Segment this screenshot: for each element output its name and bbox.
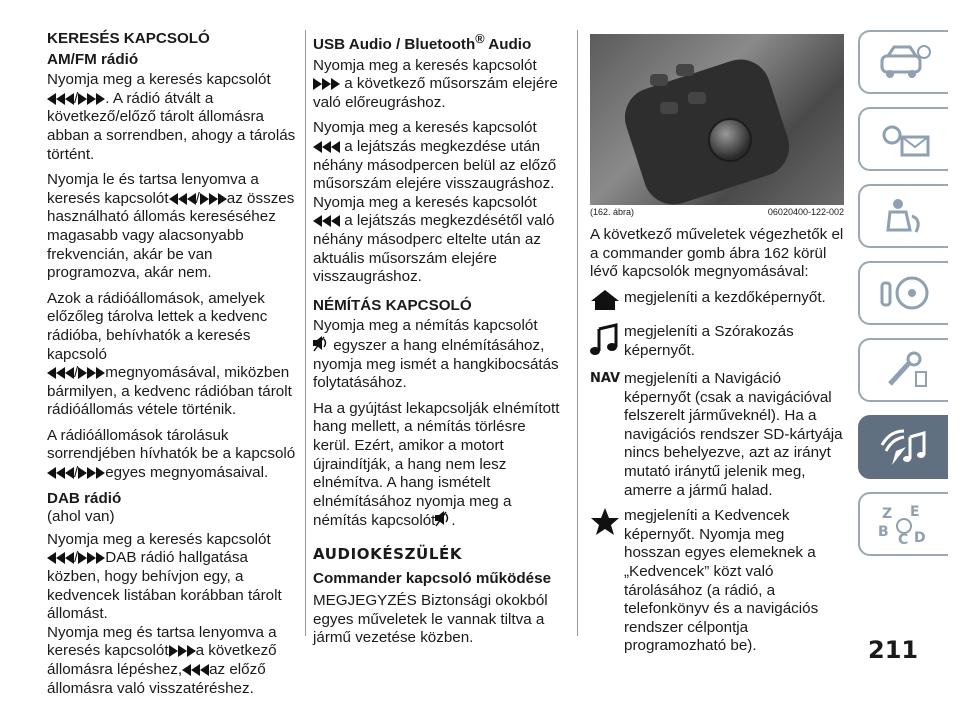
column-middle bbox=[313, 30, 565, 655]
para-seek-4 bbox=[47, 427, 297, 483]
chapter-tabs bbox=[858, 30, 948, 569]
tab-car-info[interactable] bbox=[858, 30, 948, 94]
music-note-icon bbox=[590, 323, 624, 363]
column-divider-2 bbox=[577, 30, 578, 636]
text: Audio bbox=[484, 36, 532, 54]
text: a következő műsorszám elejére való előreugráshoz. bbox=[313, 75, 558, 111]
text: . bbox=[451, 512, 456, 530]
text: USB Audio / Bluetooth bbox=[313, 36, 476, 54]
item-text: megjeleníti a Kedvencek képernyőt. Nyomja meg hosszan egyes elemeknek a „Kedvencek” közt való tárolásához (a rádió, a telefonkönyv és a navigációs rendszer célpontja programozható be). bbox=[624, 507, 819, 655]
slash: / bbox=[74, 89, 79, 107]
para-commander-intro: A következő műveletek végezhetők el a commander gomb ábra 162 körül lévő kapcsolók megnyomásával: bbox=[590, 226, 844, 281]
text: Nyomja meg a keresés kapcsolót bbox=[47, 71, 271, 89]
safety-icon bbox=[876, 196, 932, 236]
seek-forward-icon bbox=[169, 645, 196, 657]
tab-warning-lights[interactable] bbox=[858, 107, 948, 171]
tab-safety[interactable] bbox=[858, 184, 948, 248]
text: az előző állomásra való visszatéréshez. bbox=[47, 661, 266, 697]
panel-button bbox=[676, 64, 694, 76]
seek-forward-icon bbox=[78, 552, 105, 564]
commander-panel bbox=[617, 52, 797, 205]
figure-code: 06020400-122-002 bbox=[767, 207, 844, 217]
para-mute-2 bbox=[313, 400, 565, 531]
text: A rádióállomások tárolásuk sorrendjében hívhatók be a kapcsoló bbox=[47, 426, 296, 463]
car-info-icon bbox=[876, 42, 932, 82]
seek-forward-icon bbox=[200, 193, 227, 205]
seek-back-icon bbox=[47, 367, 74, 379]
registered-mark: ® bbox=[475, 32, 485, 46]
text: egyszer a hang elnémításához, nyomja meg ismét a hangkibocsátás folytatásához. bbox=[313, 336, 559, 392]
tab-index[interactable] bbox=[858, 492, 948, 556]
panel-button bbox=[688, 92, 706, 104]
tab-steering[interactable] bbox=[858, 261, 948, 325]
mute-icon bbox=[435, 511, 451, 527]
note-safety: MEGJEGYZÉS Biztonsági okokból egyes műveletek le vannak tiltva a jármű vezetése közben. bbox=[313, 592, 548, 647]
seek-forward-icon bbox=[78, 467, 105, 479]
seek-back-icon bbox=[47, 93, 74, 105]
text: Nyomja meg a keresés kapcsolót bbox=[313, 56, 537, 74]
item-text: megjeleníti a Navigáció képernyőt (csak a navigációval felszerelt járműveknél). Ha a navigációs rendszer SD-kártyája nincs behelyezve, azt az irányt mutató iránytű jelenik meg, amerre a jármű halad. bbox=[624, 369, 843, 499]
seek-back-icon bbox=[182, 664, 209, 676]
para-mute-1 bbox=[313, 317, 565, 392]
para-usb-1 bbox=[313, 57, 565, 113]
column-divider-1 bbox=[305, 30, 306, 636]
slash: / bbox=[74, 364, 79, 382]
seek-forward-icon bbox=[78, 367, 105, 379]
tab-maintenance[interactable] bbox=[858, 338, 948, 402]
svg-text:B: B bbox=[878, 524, 889, 540]
seek-back-icon bbox=[47, 467, 74, 479]
page-number: 211 bbox=[868, 636, 919, 664]
section-heading-seek: KERESÉS KAPCSOLÓ bbox=[47, 30, 210, 47]
text: a lejátszás megkezdésétől való néhány másodperc eltelte után az aktuális műsorszám elejére visszaugráshoz. bbox=[313, 212, 555, 286]
panel-button bbox=[650, 74, 668, 86]
dab-note: (ahol van) bbox=[47, 508, 115, 526]
text: Nyomja meg a keresés kapcsolót bbox=[313, 119, 537, 137]
svg-text:Z: Z bbox=[882, 506, 893, 522]
multimedia-icon bbox=[876, 425, 932, 469]
item-text: megjeleníti a kezdőképernyőt. bbox=[624, 288, 826, 306]
slash: / bbox=[74, 549, 79, 567]
section-heading-audio: AUDIOKÉSZÜLÉK bbox=[313, 544, 463, 563]
text: Azok a rádióállomások, amelyek előzőleg tárolva lettek a kedvenc rádióba, behívhatók a keresés kapcsoló bbox=[47, 289, 268, 363]
text: megnyomásával, miközben bármilyen, a kedvenc rádióban tárolt rádióállomás vétele történik. bbox=[47, 364, 292, 419]
text: egyes megnyomásaival. bbox=[105, 464, 269, 482]
steering-icon bbox=[876, 273, 932, 313]
home-icon bbox=[590, 289, 624, 317]
text: Nyomja meg a keresés kapcsolót bbox=[313, 193, 537, 211]
text: a következő állomásra lépéshez, bbox=[47, 642, 277, 678]
text: Nyomja meg a keresés kapcsolót bbox=[47, 530, 271, 548]
seek-forward-icon bbox=[78, 93, 105, 105]
subheading-am-fm: AM/FM rádió bbox=[47, 50, 139, 68]
index-icon bbox=[876, 502, 932, 546]
svg-text:C: C bbox=[898, 532, 909, 546]
svg-text:D: D bbox=[914, 530, 926, 546]
seek-back-icon bbox=[313, 215, 340, 227]
wrench-icon bbox=[876, 350, 932, 390]
list-item bbox=[590, 323, 844, 363]
list-item bbox=[590, 507, 844, 656]
seek-back-icon bbox=[313, 141, 340, 153]
section-heading-mute: NÉMÍTÁS KAPCSOLÓ bbox=[313, 296, 472, 314]
figure-label: (162. ábra) bbox=[590, 207, 635, 217]
seek-back-icon bbox=[169, 193, 196, 205]
text: az összes használható állomás kereséséhez magasabb vagy alacsonyabb frekvencián, akár be van programozva, akár nem. bbox=[47, 189, 295, 282]
para-seek-3 bbox=[47, 290, 297, 420]
text: Nyomja meg és tartsa lenyomva a keresés kapcsolót bbox=[47, 623, 277, 660]
text: Ha a gyújtást lekapcsolják elnémított hang mellett, a némítás törlésre kerül. Ezért, amikor a motort újraindítják, a hang nem lesz elnémítva. A hang ismételt elnémításához nyomja meg a némítás kapcsolót bbox=[313, 399, 560, 530]
text: Nyomja le és tartsa lenyomva a keresés kapcsolót bbox=[47, 171, 259, 207]
panel-button bbox=[660, 102, 678, 114]
tab-multimedia[interactable] bbox=[858, 415, 948, 479]
warning-lights-icon bbox=[876, 119, 932, 159]
slash: / bbox=[195, 189, 200, 207]
para-usb-2 bbox=[313, 119, 565, 286]
text: DAB rádió hallgatása közben, hogy behívjon egy, a kedvencek listában korábban tárolt állomást. bbox=[47, 549, 282, 623]
text: Nyomja meg a némítás kapcsolót bbox=[313, 317, 538, 335]
commander-knob bbox=[708, 118, 752, 162]
slash: / bbox=[74, 464, 79, 482]
list-item bbox=[590, 289, 844, 317]
star-icon bbox=[590, 507, 624, 656]
subheading-dab: DAB rádió bbox=[47, 489, 122, 507]
mute-icon bbox=[313, 336, 329, 352]
column-left bbox=[47, 30, 297, 705]
para-seek-1 bbox=[47, 71, 297, 164]
item-text: megjeleníti a Szórakozás képernyőt. bbox=[624, 323, 794, 359]
nav-label: NAV bbox=[590, 370, 621, 386]
text: . A rádió átvált a következő/előző tárolt állomásra abban a sorrendben, ahogy a tárolás történt. bbox=[47, 89, 296, 163]
figure-caption bbox=[590, 207, 844, 217]
para-dab-1 bbox=[47, 531, 297, 698]
svg-text:E: E bbox=[910, 504, 920, 520]
text: a lejátszás megkezdése után néhány másodpercen belül az előző műsorszám elejére visszaugráshoz. bbox=[313, 138, 557, 193]
subheading-commander: Commander kapcsoló működése bbox=[313, 569, 552, 587]
commander-photo bbox=[590, 34, 844, 205]
section-heading-usb bbox=[313, 30, 565, 55]
para-seek-2 bbox=[47, 171, 297, 283]
seek-back-icon bbox=[47, 552, 74, 564]
list-item bbox=[590, 370, 844, 500]
column-right bbox=[590, 226, 844, 663]
seek-forward-icon bbox=[313, 78, 340, 90]
